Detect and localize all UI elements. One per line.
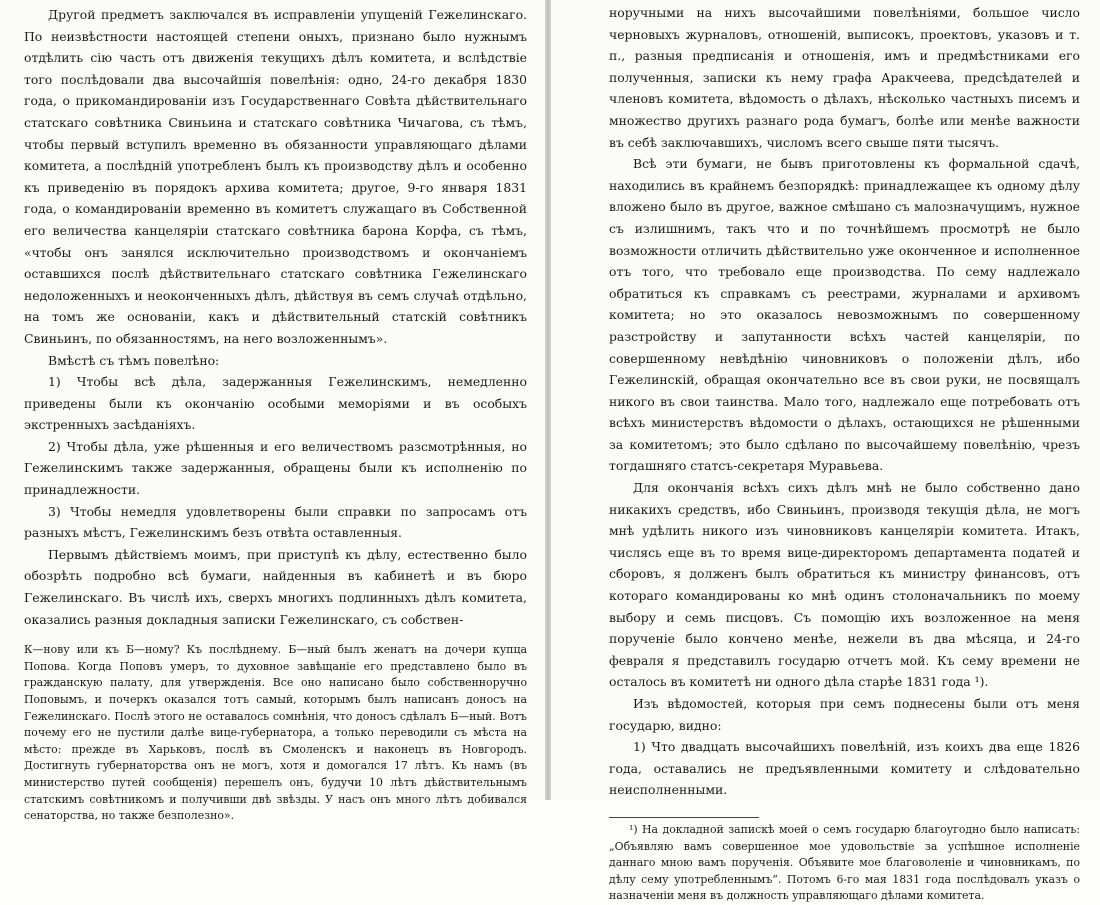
paragraph: норучными на нихъ высочайшими повелѣніями, большое число черновыхъ журналовъ, отношеній, выписокъ, проектовъ, указовъ и т. п., разныя предписанія и отношенія, имъ и предмѣстниками его полученныя, записки къ нему графа Аракчеева, предсѣдателей и членовъ комитета, вѣдомость о дѣлахъ, нѣсколько частныхъ писемъ и множество другихъ разнаго рода бумагъ, болѣе или менѣе важности въ себѣ заключавшихъ, числомъ всего свыше пяти тысячъ. [609,5,1080,150]
paragraph: 1) Что двадцать высочайшихъ повелѣній, изъ коихъ два еще 1826 года, оставались не предъявленными комитету и слѣдовательно неисполненными. [609,739,1080,798]
right-page [551,0,1100,903]
left-page [0,0,545,823]
paragraph: Всѣ эти бумаги, не бывъ приготовлены къ формальной сдачѣ, находились въ крайнемъ безпорядкѣ: принадлежащее къ одному дѣлу вложено было въ другое, важное смѣшано съ малозначущимъ, нужное съ излишнимъ, такъ что и по точнѣйшемъ просмотрѣ не было возможности отличить дѣйствительно уже оконченное и исполненное отъ того, что требовало еще производства. По сему надлежало обратиться къ справкамъ съ реестрами, журналами и архивомъ комитета; но это оказалось невозможнымъ по совершенному разстройству и запутанности всѣхъ частей канцеляріи, по совершенному невѣдѣнію чиновниковъ о положеніи дѣлъ, ибо Гежелинскій, обращая окончательно все въ свои руки, не посвящалъ никого въ свои таинства. Мало того, надлежало еще потребовать отъ всѣхъ министерствъ вѣдомости о дѣлахъ, остающихся не рѣшенными за комитетомъ; это было сдѣлано по высочайшему повелѣнію, чрезъ тогдашняго статсъ-секретаря Муравьева. [609,156,1080,474]
paragraph: 2) Чтобы дѣла, уже рѣшенныя и его величествомъ разсмотрѣнныя, но Гежелинскимъ также задержанныя, обращены были къ исполненію по принадлежности. [24,438,527,498]
note-separator [24,630,527,642]
paragraph: Для окончанія всѣхъ сихъ дѣлъ мнѣ не было собственно дано никакихъ средствъ, ибо Свиньинъ, производя текущія дѣла, не могъ мнѣ удѣлить никого изъ чиновниковъ канцеляріи комитета. Итакъ, числясь еще въ то время вице-директоромъ департамента податей и сборовъ, я долженъ былъ обратиться къ министру финансовъ, отъ котораго командированы ко мнѣ одинъ столоначальникъ по моему выбору и семь писцовъ. Съ помощію ихъ возложенное на меня порученіе было кончено менѣе, нежели въ два мѣсяца, и 24-го февраля я представилъ государю отчетъ мой. Къ сему времени не осталось въ комитетѣ ни одного дѣла старѣе 1831 года ¹). [609,480,1080,690]
paragraph: Изъ вѣдомостей, которыя при семъ поднесены были отъ меня государю, видно: [609,696,1080,733]
paragraph: Первымъ дѣйствіемъ моимъ, при приступѣ къ дѣлу, естественно было обозрѣть подробно всѣ бумаги, найденныя въ кабинетѣ и въ бюро Гежелинскаго. Въ числѣ ихъ, сверхъ многихъ подлинныхъ дѣлъ комитета, оказались разныя докладныя записки Гежелинскаго, съ собствен- [24,546,527,627]
paragraph: Другой предметъ заключался въ исправленіи упущеній Гежелинскаго. По неизвѣстности настоящей степени оныхъ, признано было нужнымъ отдѣлить сію часть отъ движенія текущихъ дѣлъ комитета, и вслѣдствіе того послѣдовали два высочайшія повелѣнія: одно, 24-го декабря 1830 года, о прикомандированіи изъ Государственнаго Совѣта дѣйствительнаго статскаго совѣтника Свиньина и статскаго совѣтника Чичагова, съ тѣмъ, чтобы первый вступилъ временно въ обязанности управляющаго дѣлами комитета, а послѣдній употребленъ былъ къ производству дѣлъ и особенно къ приведенію въ порядокъ архива комитета; другое, 9-го января 1831 года, о командированіи временно въ комитетъ служащаго въ Собственной его величества канцеляріи статскаго совѣтника барона Корфа, съ тѣмъ, «чтобы онъ занялся исключительно производствомъ и окончаніемъ оставшихся послѣ дѣйствительнаго статскаго совѣтника Гежелинскаго недоложенныхъ и неоконченныхъ дѣлъ, дѣйствуя въ семъ случаѣ отдѣльно, на томъ же основаніи, какъ и дѣйствительный статскій совѣтникъ Свиньинъ, по обязанностямъ, на него возложеннымъ». [24,7,527,346]
paragraph: 1) Чтобы всѣ дѣла, задержанныя Гежелинскимъ, немедленно приведены были къ окончанію особыми меморіями и въ особыхъ экстренныхъ засѣданіяхъ. [24,374,527,433]
footnote-text: ¹) На докладной запискѣ моей о семъ государю благоугодно было написать: „Объявляю вамъ совершенное мое удовольствіе за успѣшное исполненіе даннаго мною вамъ порученія. Объявите мое благоволеніе и чиновникамъ, по дѣлу сему употребленнымъ“. Потомъ 6-го мая 1831 года послѣдовалъ указъ о назначеніи меня въ должность управляющаго дѣлами комитета. [609,822,1080,903]
paragraph: 3) Чтобы немедля удовлетворены были справки по запросамъ отъ разныхъ мѣстъ, Гежелинскимъ безъ отвѣта оставленныя. [24,503,527,541]
right-body [609,2,1080,801]
left-note [24,642,527,825]
footnote [609,822,1080,905]
footnote-rule [609,817,759,818]
paragraph: Вмѣстѣ съ тѣмъ повелѣно: [48,352,220,368]
note-paragraph: К—нову или къ Б—ному? Къ послѣднему. Б—ный былъ женатъ на дочери купца Попова. Когда Поповъ умеръ, то духовное завѣщаніе его представлено было въ гражданскую палату, для утвержденія. Все оно написано было собственноручно Поповымъ, и почеркъ оказался тотъ самый, которымъ былъ написанъ доносъ на Гежелинскаго. Послѣ этого не оставалось сомнѣнія, что доносъ сдѣлалъ Б—ный. Вотъ почему его не пустили далѣе вице-губернатора, а только переводили съ мѣста на мѣсто: прежде въ Харьковъ, послѣ въ Смоленскъ и наконецъ въ Новгородъ. Достигнуть губернаторства онъ не могъ, хотя и домогался 17 лѣтъ. Къ намъ (въ министерство путей сообщенія) перешелъ онъ, будучи 10 лѣтъ дѣйствительнымъ статскимъ совѣтникомъ и получивши двѣ звѣзды. У насъ онъ много лѣтъ добивался сенаторства, но также безполезно». [24,643,527,823]
left-body [24,4,527,630]
